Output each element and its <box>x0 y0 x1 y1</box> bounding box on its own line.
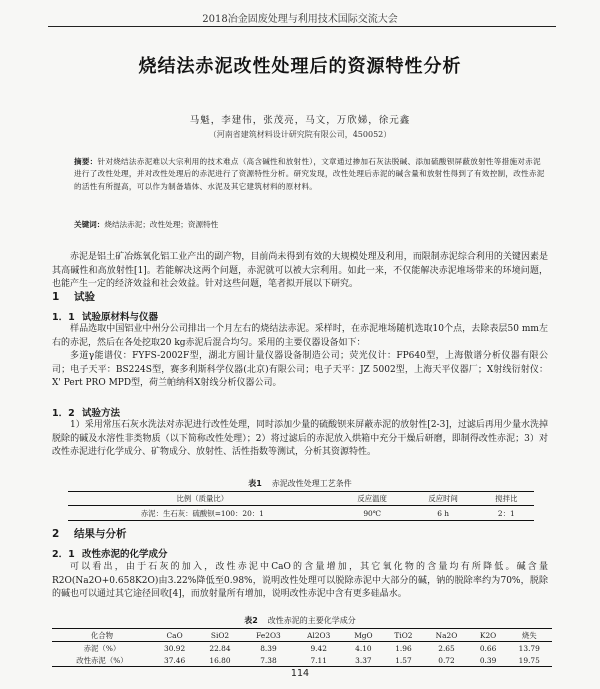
abstract <box>74 156 546 193</box>
section-title: 试验方法 <box>82 408 121 419</box>
section-number: 2 <box>52 528 60 540</box>
table-1-caption <box>0 478 600 489</box>
introduction <box>52 251 548 292</box>
section-number: 1．2 <box>52 408 75 419</box>
table-header-cell: CaO <box>152 629 197 642</box>
table-header-cell: Na2O <box>423 629 469 642</box>
table-number: 表2 <box>244 616 258 625</box>
table-cell: 90℃ <box>363 508 381 518</box>
section-number: 1 <box>52 291 60 303</box>
chem-paragraph: 可以看出，由于石灰的加入，改性赤泥中CaO的含量增加，其它氧化物的含量均有所降低。碱含量R2O(Na2O+0.658K2O)由3.22%降低至0.98%，说明改性处理可以脱除赤泥中大部分的碱，钠的脱除率约为70%，脱除的碱也可以通过其它途径回收[4]，而放射量所有增加，说明改性赤泥中含有更多硅晶水。 <box>52 562 548 600</box>
abstract-label: 摘要： <box>74 157 98 166</box>
section-1-1-heading <box>52 309 158 323</box>
table-header-cell: 烧失 <box>507 629 552 642</box>
table-cell: 0.66 <box>479 643 497 653</box>
table-cell: 3.37 <box>355 655 372 665</box>
table-cell: 7.11 <box>310 655 327 665</box>
table-1 <box>68 491 534 521</box>
section-2-1-body <box>52 561 548 602</box>
table-header-cell: Al2O3 <box>294 629 343 642</box>
table-cell: 0.72 <box>438 655 455 665</box>
table-header-cell: 比例（质量比） <box>68 492 337 506</box>
table-cell: 30.92 <box>164 643 186 653</box>
table-cell: 赤泥（%） <box>83 643 121 653</box>
table-cell: 2.65 <box>438 643 455 653</box>
table-cell: 赤泥：生石灰：硫酸钡=100：20：1 <box>140 508 264 518</box>
table-cell: 37.46 <box>164 655 186 665</box>
table-2-caption <box>0 615 600 626</box>
intro-paragraph: 赤泥是铝土矿冶炼氧化铝工业产出的副产物，目前尚未得到有效的大规模处理及利用，而限制赤泥综合利用的关键因素是其高碱性和高放射性[1]。若能解决这两个问题，赤泥就可以被大宗利用。如此一来，不仅能解决赤泥堆场带来的环境问题，也能产生一定的经济效益和社会效益。针对这些问题，笔者拟开展以下研究。 <box>52 252 548 290</box>
keywords <box>74 219 546 230</box>
section-title: 改性赤泥的化学成分 <box>82 549 168 560</box>
section-1-heading <box>52 289 95 304</box>
paper-title: 烧结法赤泥改性处理后的资源特性分析 <box>138 56 462 77</box>
table-header-cell: MgO <box>343 629 383 642</box>
table-header-cell: 搅拌比 <box>479 492 534 506</box>
table-cell: 16.80 <box>209 655 231 665</box>
table-header-cell: TiO2 <box>384 629 424 642</box>
table-header-cell: Fe2O3 <box>243 629 295 642</box>
instruments-paragraph: 多道γ能谱仪：FYFS-2002F型，湖北方圆计量仪器设备制造公司；荧光仪计：FP640型，上海傲谱分析仪器有限公司；电子天平：BS224S型，赛多利斯科学仪器(北京)有限公司；电子天平：JZ 5002型，上海天平仪器厂；X射线衍射仪：X' Pert PRO MPD型，荷兰帕纳科X射线分析仪器公司。 <box>52 351 548 389</box>
table-cell: 13.79 <box>518 643 540 653</box>
table-row <box>52 654 552 667</box>
table-row <box>52 642 552 655</box>
keywords-label: 关键词： <box>74 220 105 229</box>
section-title: 试验 <box>74 291 95 303</box>
table-header-row <box>68 492 534 506</box>
section-title: 结果与分析 <box>74 528 127 540</box>
affiliation: （河南省建筑材料设计研究院有限公司，450052） <box>208 130 392 139</box>
table-cell: 19.75 <box>518 655 540 665</box>
section-1-2-body <box>52 419 548 460</box>
table-header-cell: 反应温度 <box>337 492 408 506</box>
table-cell: 9.42 <box>310 643 327 653</box>
table-cell: 2：1 <box>497 508 515 518</box>
table-number: 表1 <box>248 479 262 488</box>
table-header-cell: SiO2 <box>197 629 242 642</box>
table-cell: 8.39 <box>260 643 277 653</box>
keywords-text: 烧结法赤泥；改性处理；资源特性 <box>104 220 219 229</box>
page-number: 114 <box>290 668 310 679</box>
table-cell: 22.84 <box>209 643 231 653</box>
table-header-cell: 反应时间 <box>408 492 479 506</box>
authors: 马魁，李建伟，张茂亮，马文，万欣娣，徐元鑫 <box>189 115 411 126</box>
section-1-2-heading <box>52 405 120 419</box>
table-header-row <box>52 629 552 642</box>
header-rule <box>48 26 556 27</box>
materials-paragraph: 样品选取中国铝业中州分公司排出一个月左右的烧结法赤泥。采样时，在赤泥堆场随机选取10个点，去除表层50 mm左右的赤泥，然后在各处挖取20 kg赤泥后混合均匀。采用的主要仪器设备如下： <box>52 324 548 348</box>
table-2 <box>52 628 552 667</box>
section-2-1-heading <box>52 546 168 560</box>
section-number: 1．1 <box>52 312 75 323</box>
table-cell: 1.96 <box>395 643 412 653</box>
table-row <box>68 506 534 521</box>
table-cell: 改性赤泥（%） <box>76 655 128 665</box>
table-cell: 0.39 <box>479 655 497 665</box>
section-1-1-body <box>52 323 548 391</box>
section-number: 2．1 <box>52 549 75 560</box>
table-cell: 7.38 <box>260 655 277 665</box>
table-cell: 4.10 <box>355 643 372 653</box>
table-header-cell: K2O <box>470 629 507 642</box>
methods-paragraph: 1）采用常压石灰水洗法对赤泥进行改性处理，同时添加少量的硫酸钡来屏蔽赤泥的放射性[2-3]，过滤后再用少量水洗掉脱除的碱及水溶性非类物质（以下简称改性处理）；2）将过滤后的赤泥放入烘箱中充分干燥后研磨，即制得改性赤泥；3）对改性赤泥进行化学成分、矿物成分、放射性、活性指数等测试，分析其资源特性。 <box>52 420 548 458</box>
section-2-heading <box>52 526 127 541</box>
running-header: 2018冶金固废处理与利用技术国际交流大会 <box>202 14 398 25</box>
table-cell: 6 h <box>437 508 450 518</box>
table-header-cell: 化合物 <box>52 629 152 642</box>
table-cell: 1.57 <box>395 655 412 665</box>
table-caption-text: 赤泥改性处理工艺条件 <box>271 479 352 488</box>
section-title: 试验原材料与仪器 <box>82 312 159 323</box>
table-caption-text: 改性赤泥的主要化学成分 <box>267 616 356 625</box>
abstract-text: 针对烧结法赤泥难以大宗利用的技术难点（高含碱性和放射性），文章通过掺加石灰法脱碱、添加硫酸钡屏蔽放射性等措施对赤泥进行了改性处理，并对改性处理后的赤泥进行了资源特性分析。研究发现，改性处理后赤泥的碱含量和放射性得到了有效控制，改性赤泥的活性有所提高，可以作为制备墙体、水泥及其它建筑材料的原材料。 <box>74 157 545 191</box>
